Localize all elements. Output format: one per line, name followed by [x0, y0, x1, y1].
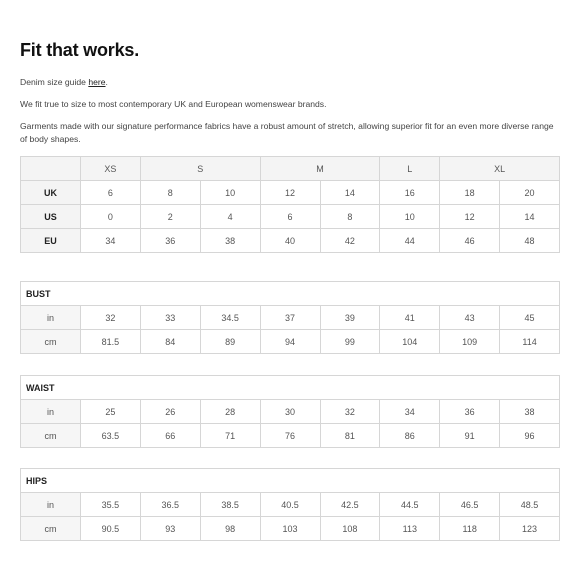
table-cell: 14	[500, 205, 560, 229]
table-cell: 33	[140, 306, 200, 330]
table-cell: 38	[500, 400, 560, 424]
table-row-in	[21, 400, 560, 424]
unit-label-in: in	[21, 400, 81, 424]
size-conversion-table	[20, 156, 560, 253]
section-title-bust: BUST	[21, 282, 560, 306]
section-title-waist: WAIST	[21, 376, 560, 400]
table-cell: 28	[200, 400, 260, 424]
table-cell: 90.5	[81, 517, 141, 541]
size-header-xl: XL	[440, 157, 560, 181]
table-cell: 10	[200, 181, 260, 205]
row-label-eu: EU	[21, 229, 81, 253]
size-header-m: M	[260, 157, 380, 181]
table-cell: 84	[140, 330, 200, 354]
table-cell: 96	[500, 424, 560, 448]
hips-table	[20, 468, 560, 541]
table-cell: 123	[500, 517, 560, 541]
table-cell: 34.5	[200, 306, 260, 330]
size-header-s: S	[140, 157, 260, 181]
section-header-row	[21, 376, 560, 400]
section-header-row	[21, 469, 560, 493]
table-cell: 91	[440, 424, 500, 448]
table-cell: 6	[81, 181, 141, 205]
table-cell: 93	[140, 517, 200, 541]
table-row-cm	[21, 517, 560, 541]
table-cell: 89	[200, 330, 260, 354]
table-cell: 30	[260, 400, 320, 424]
table-cell: 98	[200, 517, 260, 541]
table-cell: 12	[440, 205, 500, 229]
denim-size-guide-link[interactable]: here	[88, 77, 106, 87]
table-row-in	[21, 306, 560, 330]
fit-note: We fit true to size to most contemporary UK and European womenswear brands.	[20, 99, 327, 109]
table-cell: 2	[140, 205, 200, 229]
table-cell: 94	[260, 330, 320, 354]
table-cell: 109	[440, 330, 500, 354]
table-cell: 34	[81, 229, 141, 253]
size-header-xs: XS	[81, 157, 141, 181]
waist-table	[20, 375, 560, 448]
table-cell: 18	[440, 181, 500, 205]
table-cell: 36	[440, 400, 500, 424]
table-cell: 0	[81, 205, 141, 229]
denim-guide-line	[20, 76, 560, 89]
section-header-row	[21, 282, 560, 306]
table-cell: 108	[320, 517, 380, 541]
table-cell: 38.5	[200, 493, 260, 517]
unit-label-in: in	[21, 306, 81, 330]
table-cell: 6	[260, 205, 320, 229]
table-cell: 71	[200, 424, 260, 448]
table-cell: 8	[140, 181, 200, 205]
table-cell: 48	[500, 229, 560, 253]
unit-label-cm: cm	[21, 517, 81, 541]
size-header-l: L	[380, 157, 440, 181]
unit-label-cm: cm	[21, 424, 81, 448]
table-cell: 86	[380, 424, 440, 448]
table-row-uk	[21, 181, 560, 205]
table-cell: 12	[260, 181, 320, 205]
table-cell: 36	[140, 229, 200, 253]
table-cell: 26	[140, 400, 200, 424]
table-cell: 76	[260, 424, 320, 448]
stretch-note: Garments made with our signature performance fabrics have a robust amount of stretch, allowing superior fit for an even more diverse range of body shapes.	[20, 121, 554, 144]
table-cell: 114	[500, 330, 560, 354]
table-cell: 4	[200, 205, 260, 229]
table-cell: 48.5	[500, 493, 560, 517]
table-cell: 81.5	[81, 330, 141, 354]
table-cell: 8	[320, 205, 380, 229]
table-cell: 103	[260, 517, 320, 541]
table-cell: 34	[380, 400, 440, 424]
table-cell: 104	[380, 330, 440, 354]
table-cell: 66	[140, 424, 200, 448]
denim-guide-text: Denim size guide	[20, 77, 89, 87]
table-cell: 40	[260, 229, 320, 253]
table-cell: 46.5	[440, 493, 500, 517]
table-cell: 118	[440, 517, 500, 541]
size-header-row	[21, 157, 560, 181]
unit-label-cm: cm	[21, 330, 81, 354]
unit-label-in: in	[21, 493, 81, 517]
table-cell: 42.5	[320, 493, 380, 517]
table-cell: 20	[500, 181, 560, 205]
table-row-eu	[21, 229, 560, 253]
table-cell: 16	[380, 181, 440, 205]
table-cell: 14	[320, 181, 380, 205]
table-cell: 81	[320, 424, 380, 448]
table-row-cm	[21, 424, 560, 448]
table-cell: 113	[380, 517, 440, 541]
page-title: Fit that works.	[20, 40, 140, 60]
row-label-us: US	[21, 205, 81, 229]
bust-table	[20, 281, 560, 354]
table-cell: 43	[440, 306, 500, 330]
table-cell: 46	[440, 229, 500, 253]
table-cell: 25	[81, 400, 141, 424]
table-cell: 42	[320, 229, 380, 253]
table-row-us	[21, 205, 560, 229]
table-row-in	[21, 493, 560, 517]
table-cell: 44	[380, 229, 440, 253]
row-label-uk: UK	[21, 181, 81, 205]
table-cell: 36.5	[140, 493, 200, 517]
table-cell: 35.5	[81, 493, 141, 517]
table-cell: 63.5	[81, 424, 141, 448]
table-cell: 32	[320, 400, 380, 424]
section-title-hips: HIPS	[21, 469, 560, 493]
table-cell: 37	[260, 306, 320, 330]
table-cell: 41	[380, 306, 440, 330]
table-cell: 39	[320, 306, 380, 330]
table-row-cm	[21, 330, 560, 354]
table-cell: 40.5	[260, 493, 320, 517]
table-cell: 32	[81, 306, 141, 330]
header-corner-cell	[21, 157, 81, 181]
table-cell: 38	[200, 229, 260, 253]
table-cell: 44.5	[380, 493, 440, 517]
table-cell: 45	[500, 306, 560, 330]
table-cell: 10	[380, 205, 440, 229]
denim-guide-period: .	[105, 77, 108, 87]
table-cell: 99	[320, 330, 380, 354]
